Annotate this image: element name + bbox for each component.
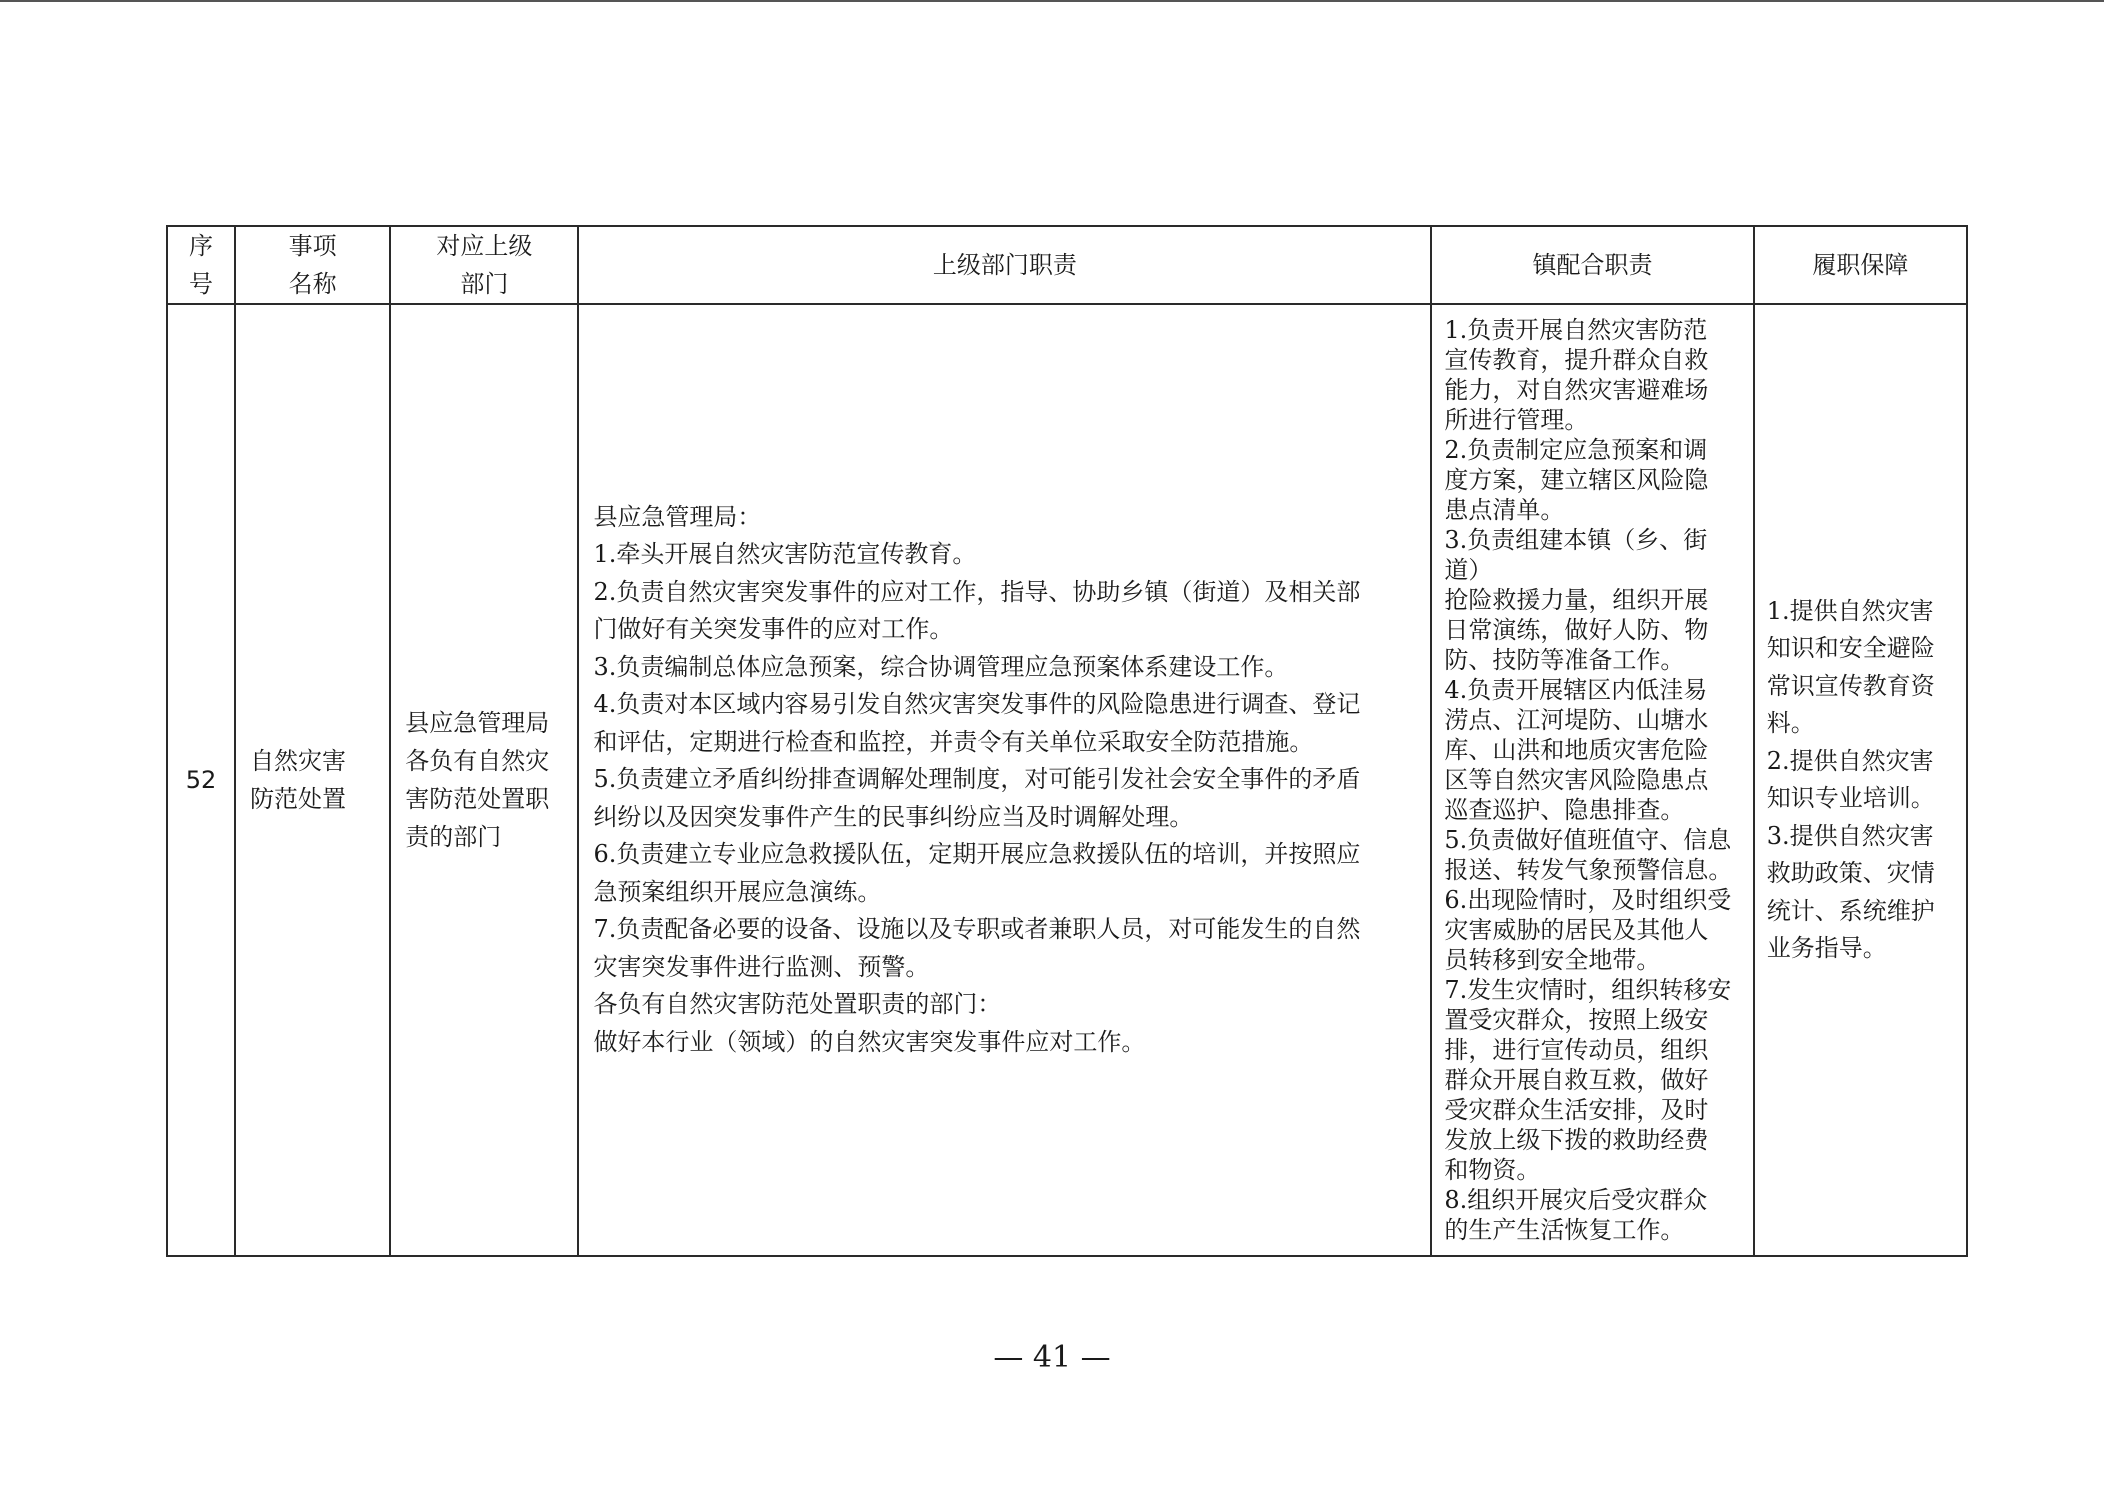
guarantee-line: 救助政策、灾情 (1766, 859, 1935, 887)
town-duty-line: 度方案，建立辖区风险隐 (1444, 466, 1709, 494)
town-duty-line: 抢险救援力量，组织开展 (1444, 586, 1709, 614)
town-duty-line: 区等自然灾害风险隐患点 (1444, 766, 1709, 794)
dept-line: 各负有自然灾 (405, 747, 550, 775)
duty-line: 5.负责建立矛盾纠纷排查调解处理制度，对可能引发社会安全事件的矛盾 (593, 765, 1361, 794)
guarantee-line: 业务指导。 (1766, 934, 1887, 962)
duty-line: 县应急管理局： (593, 502, 762, 531)
duty-line: 7.负责配备必要的设备、设施以及专职或者兼职人员，对可能发生的自然 (593, 915, 1361, 944)
town-duty-line: 受灾群众生活安排，及时 (1444, 1096, 1709, 1124)
item-name-line: 自然灾害 (250, 747, 347, 775)
duty-line: 门做好有关突发事件的应对工作。 (593, 615, 954, 644)
page-top-rule (0, 0, 2104, 2)
duty-line: 2.负责自然灾害突发事件的应对工作，指导、协助乡镇（街道）及相关部 (593, 577, 1361, 606)
guarantee-line: 2.提供自然灾害 (1766, 746, 1934, 775)
header-superior-dept (390, 226, 578, 304)
header-seq-line: 序 (189, 232, 214, 260)
cell-guarantee (1754, 304, 1967, 1256)
duty-line: 和评估，定期进行检查和监控，并责令有关单位采取安全防范措施。 (593, 727, 1314, 756)
town-duty-line: 所进行管理。 (1444, 406, 1589, 434)
duty-line: 纠纷以及因突发事件产生的民事纠纷应当及时调解处理。 (593, 802, 1194, 831)
guarantee-line: 知识专业培训。 (1766, 784, 1935, 812)
town-duty-line: 防、技防等准备工作。 (1444, 646, 1685, 674)
duty-line: 3.负责编制总体应急预案，综合协调管理应急预案体系建设工作。 (593, 652, 1289, 681)
duty-line: 4.负责对本区域内容易引发自然灾害突发事件的风险隐患进行调查、登记 (593, 690, 1361, 719)
guarantee-line: 统计、系统维护 (1766, 896, 1935, 925)
page-number: — 41 — (993, 1340, 1111, 1375)
header-superior-duty: 上级部门职责 (578, 226, 1431, 304)
header-superior-dept-line: 对应上级 (436, 232, 533, 260)
town-duty-line: 患点清单。 (1444, 496, 1565, 524)
guarantee-line: 3.提供自然灾害 (1766, 821, 1934, 850)
header-seq-line: 号 (189, 270, 214, 298)
town-duty-line: 8.组织开展灾后受灾群众 (1444, 1186, 1708, 1214)
town-duty-line: 6.出现险情时，及时组织受 (1444, 886, 1732, 914)
header-superior-dept-line: 部门 (460, 270, 509, 298)
town-duty-line: 排，进行宣传动员，组织 (1444, 1036, 1709, 1064)
duty-line: 灾害突发事件进行监测、预警。 (593, 952, 930, 981)
cell-seq: 52 (167, 304, 235, 1256)
cell-town-duty (1431, 304, 1753, 1256)
town-duty-line: 2.负责制定应急预案和调 (1444, 436, 1708, 464)
table-header-row (167, 226, 1967, 304)
town-duty-line: 发放上级下拨的救助经费 (1444, 1126, 1709, 1154)
duty-line: 1.牵头开展自然灾害防范宣传教育。 (593, 540, 977, 569)
header-item-name-line: 名称 (288, 270, 337, 298)
town-duty-line: 涝点、江河堤防、山塘水 (1444, 706, 1709, 734)
guarantee-line: 料。 (1766, 709, 1815, 737)
town-duty-line: 群众开展自救互救，做好 (1444, 1066, 1709, 1094)
duty-line: 急预案组织开展应急演练。 (593, 877, 882, 906)
table-row (167, 304, 1967, 1256)
town-duty-line: 置受灾群众，按照上级安 (1444, 1006, 1709, 1034)
town-duty-line: 员转移到安全地带。 (1444, 946, 1661, 974)
cell-superior-dept (390, 304, 578, 1256)
guarantee-line: 1.提供自然灾害 (1766, 596, 1934, 625)
guarantee-line: 常识宣传教育资 (1766, 671, 1935, 700)
guarantee-line: 知识和安全避险 (1766, 634, 1935, 662)
dept-line: 害防范处置职 (405, 785, 550, 813)
town-duty-line: 宣传教育，提升群众自救 (1444, 346, 1709, 374)
town-duty-line: 灾害威胁的居民及其他人 (1444, 916, 1709, 944)
duty-line: 做好本行业（领域）的自然灾害突发事件应对工作。 (593, 1027, 1146, 1056)
header-guarantee: 履职保障 (1754, 226, 1967, 304)
dept-line: 责的部门 (405, 823, 502, 851)
cell-item-name (235, 304, 390, 1256)
cell-superior-duty (578, 304, 1431, 1256)
town-duty-line: 日常演练，做好人防、物 (1444, 616, 1709, 644)
header-item-name (235, 226, 390, 304)
town-duty-line: 能力，对自然灾害避难场 (1444, 376, 1709, 404)
duty-table (166, 225, 1968, 1257)
town-duty-line: 3.负责组建本镇（乡、街道） (1444, 526, 1708, 584)
dept-line: 县应急管理局 (405, 709, 550, 737)
town-duty-line: 报送、转发气象预警信息。 (1444, 856, 1733, 884)
header-item-name-line: 事项 (288, 232, 337, 260)
town-duty-line: 和物资。 (1444, 1156, 1541, 1184)
item-name-line: 防范处置 (250, 785, 347, 813)
town-duty-line: 5.负责做好值班值守、信息 (1444, 826, 1732, 854)
town-duty-line: 巡查巡护、隐患排查。 (1444, 796, 1685, 824)
header-seq (167, 226, 235, 304)
town-duty-line: 1.负责开展自然灾害防范 (1444, 316, 1708, 344)
town-duty-line: 7.发生灾情时，组织转移安 (1444, 976, 1732, 1004)
duty-line: 各负有自然灾害防范处置职责的部门： (593, 990, 1002, 1019)
town-duty-line: 的生产生活恢复工作。 (1444, 1216, 1685, 1244)
town-duty-line: 4.负责开展辖区内低洼易 (1444, 676, 1708, 704)
header-town-duty: 镇配合职责 (1431, 226, 1753, 304)
town-duty-line: 库、山洪和地质灾害危险 (1444, 736, 1709, 764)
duty-line: 6.负责建立专业应急救援队伍，定期开展应急救援队伍的培训，并按照应 (593, 840, 1361, 869)
